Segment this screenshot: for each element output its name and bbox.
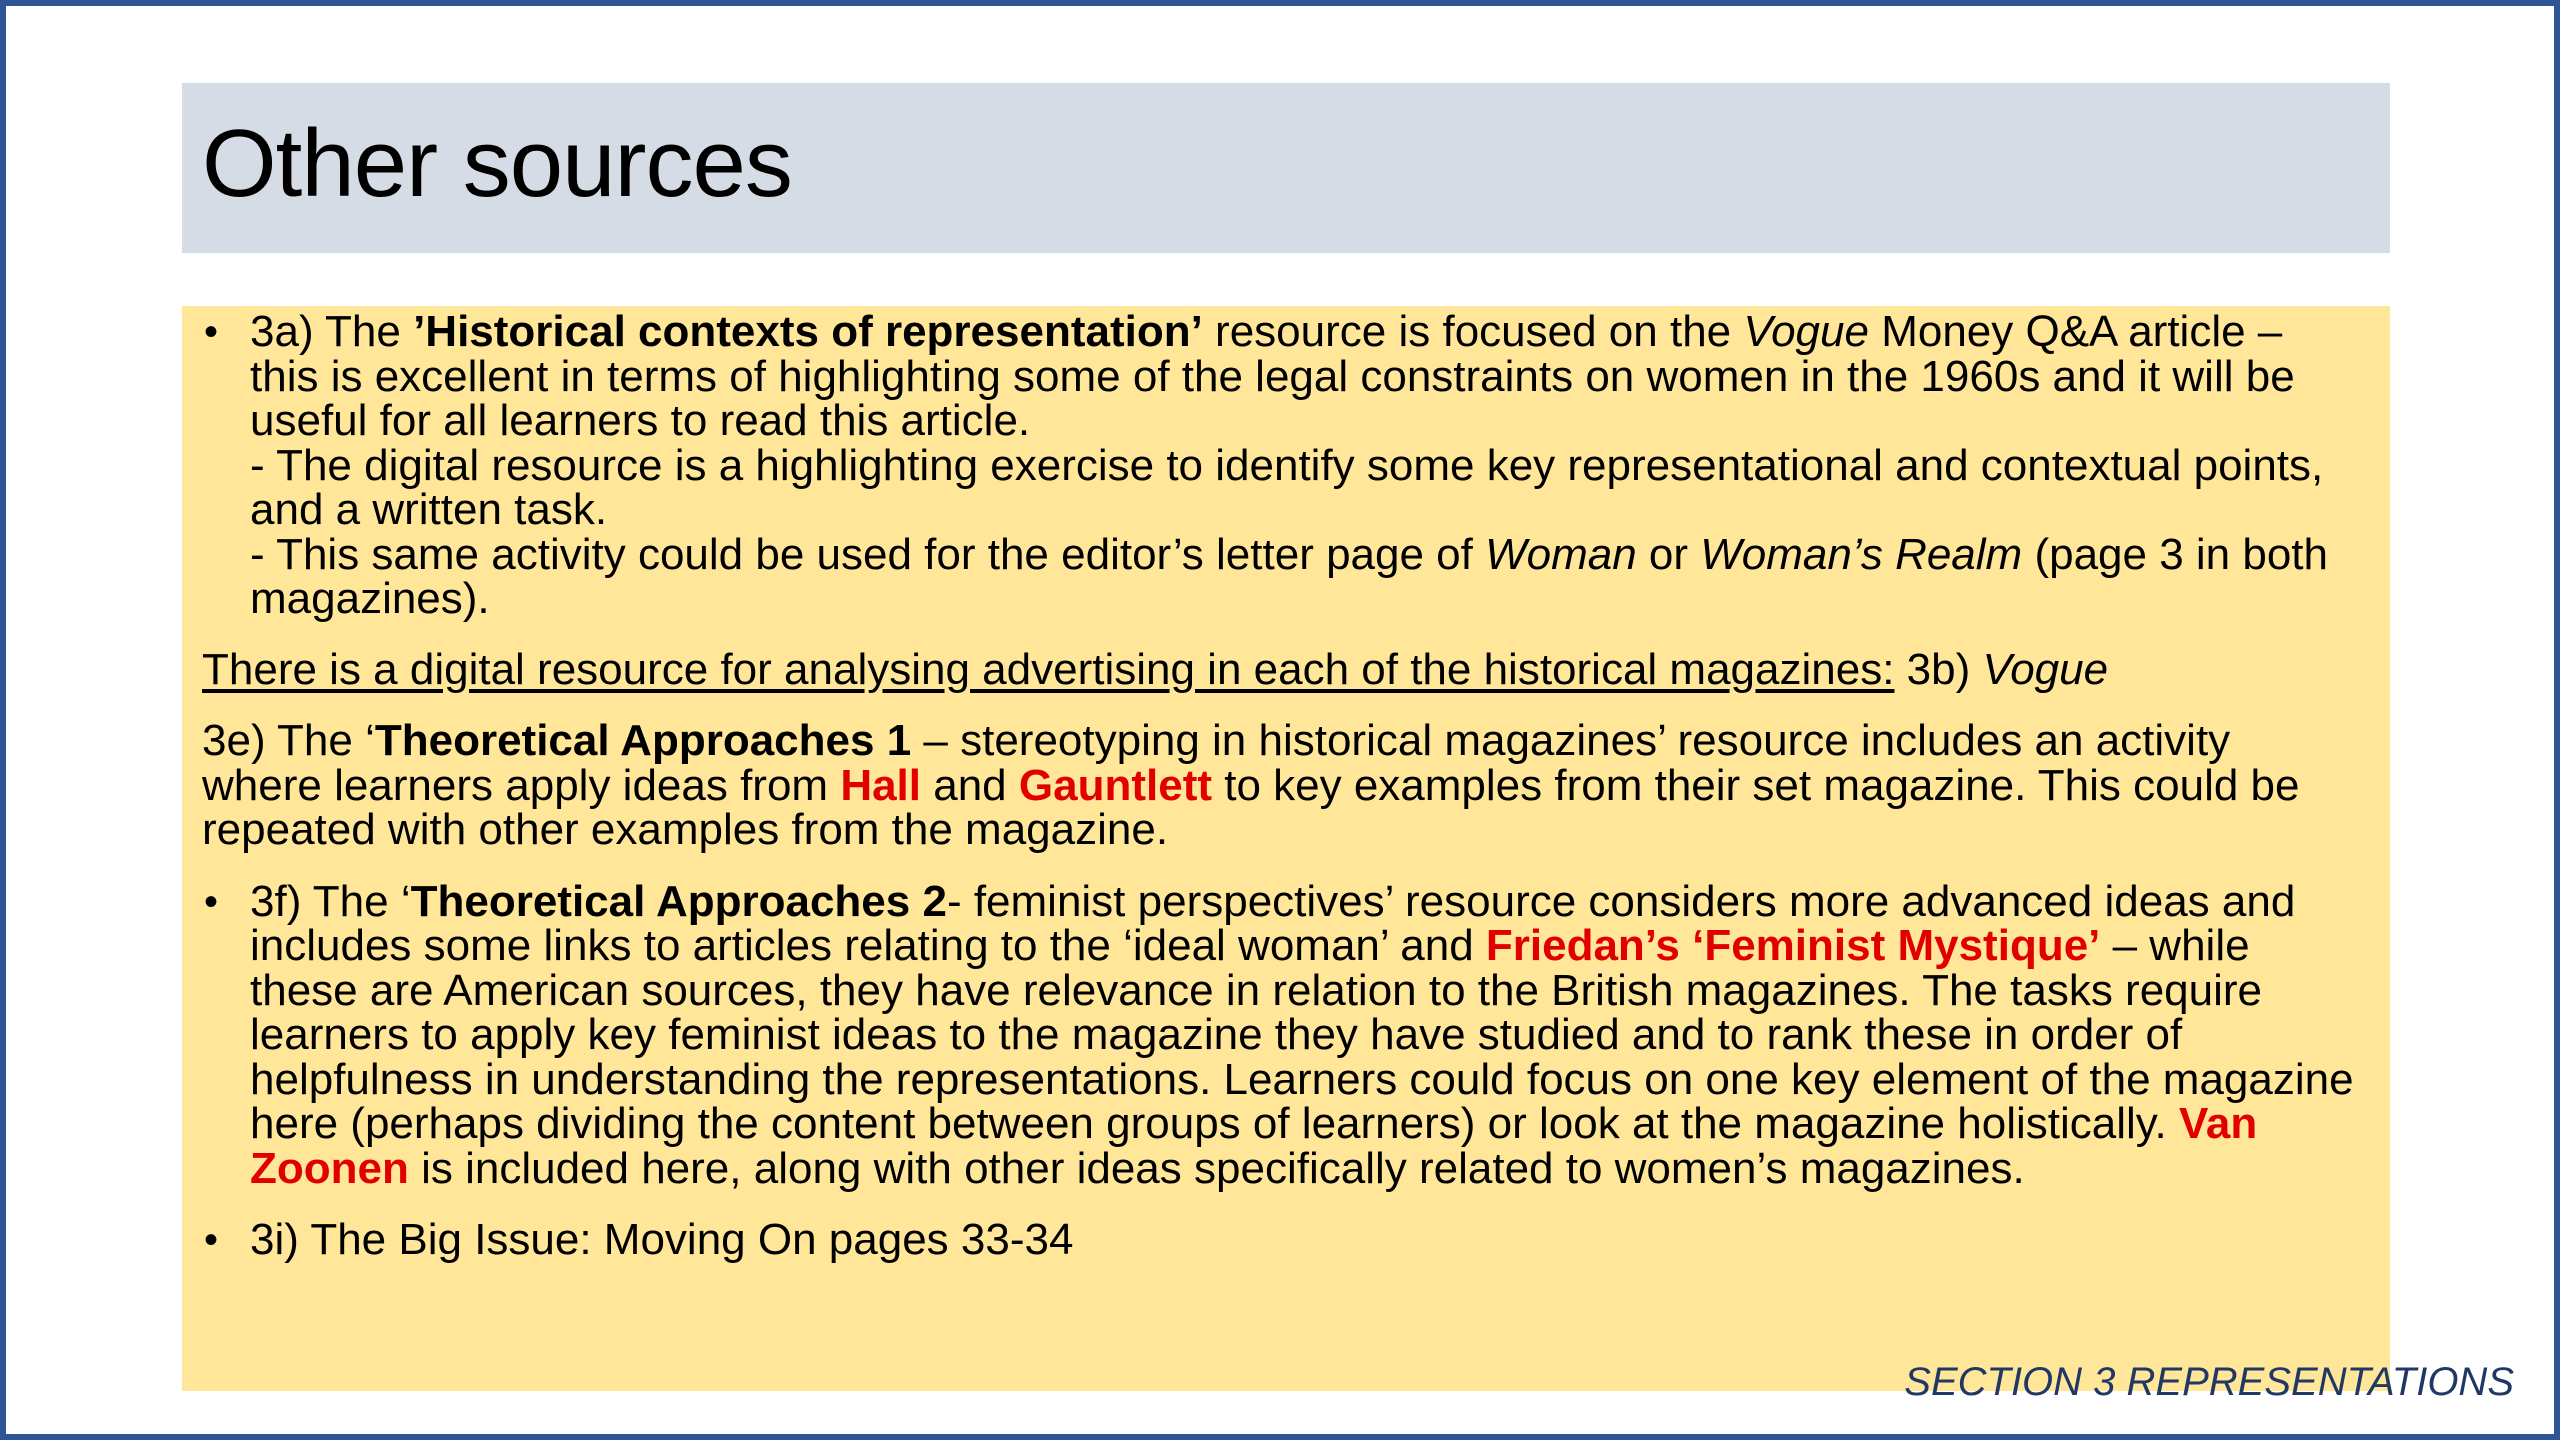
theorist-name: Friedan’s ‘Feminist Mystique’: [1485, 921, 2101, 970]
bullet-dot: •: [204, 1218, 219, 1262]
text-run: - The digital resource is a highlighting exercise to identify some key representational and contextual points, and a written task.: [250, 440, 2324, 534]
bullet-3i: [202, 1215, 2360, 1264]
slide-title: Other sources: [202, 110, 792, 217]
magazine-name: Vogue: [1982, 644, 2109, 694]
advertising-paragraph: [202, 644, 2360, 694]
resource-name: Theoretical Approaches 2: [410, 876, 947, 926]
text-run: or: [1636, 529, 1701, 579]
text-run: and: [921, 760, 1019, 810]
text-run: resource is focused on the: [1202, 307, 1744, 356]
resource-name: Theoretical Approaches 1: [374, 716, 912, 765]
theorist-name: Gauntlett: [1018, 760, 1212, 810]
text-run: 3a) The: [250, 307, 414, 356]
text-run: Money Q&A article – this is excellent in terms of highlighting some of the legal constraints on women in the 1960s and it will be useful for all learners to read this article.: [250, 307, 2295, 445]
bullet-dot: •: [204, 879, 219, 924]
section-footer: SECTION 3 REPRESENTATIONS: [1904, 1360, 2514, 1404]
text-run: - This same activity could be used for the editor’s letter page of: [250, 529, 1486, 579]
text-run: – stereotyping in historical magazines’ resource includes an activity where learners apply ideas from: [202, 716, 2231, 810]
bullet-3a: [202, 307, 2360, 623]
magazine-name: Vogue: [1743, 307, 1869, 356]
underlined-text: There is a digital resource for analysing advertising in each of the historical magazines:: [202, 644, 1895, 694]
content-box: [182, 306, 2390, 1391]
text-run: is included here, along with other ideas specifically related to women’s magazines.: [408, 1143, 2025, 1193]
text-run: to key examples from their set magazine. This could be repeated with other examples from the magazine.: [202, 760, 2300, 854]
text-run: 3i) The Big Issue: Moving On pages 33-34: [250, 1215, 1074, 1264]
text-run: (page 3 in both magazines).: [250, 529, 2329, 623]
theorist-name: Hall: [840, 760, 922, 810]
theorist-name: Van Zoonen: [250, 1099, 2258, 1193]
text-run: - feminist perspectives’ resource considers more advanced ideas and includes some links to articles relating to the ‘ideal woman’ and: [250, 876, 2296, 970]
text-run: 3b): [1894, 644, 1983, 694]
magazine-name: Woman’s Realm: [1700, 529, 2023, 579]
bullet-dot: •: [204, 310, 219, 354]
text-run: 3f) The ‘: [250, 876, 411, 926]
bullet-3f: [202, 876, 2360, 1193]
magazine-name: Woman: [1485, 529, 1637, 579]
text-run: 3e) The ‘: [202, 716, 375, 765]
title-bar: [182, 83, 2390, 253]
text-run: – while these are American sources, they have relevance in relation to the British magazines. The tasks require learners to apply key feminist ideas to the magazine they have studied and to rank these in order of helpfulness in understanding the representations. Learners could focus on one key element of the magazine here (perhaps dividing the content between groups of learners) or look at the magazine holistically.: [250, 921, 2354, 1148]
resource-name: ’Historical contexts of representation’: [413, 307, 1203, 356]
paragraph-3e: [202, 716, 2360, 854]
